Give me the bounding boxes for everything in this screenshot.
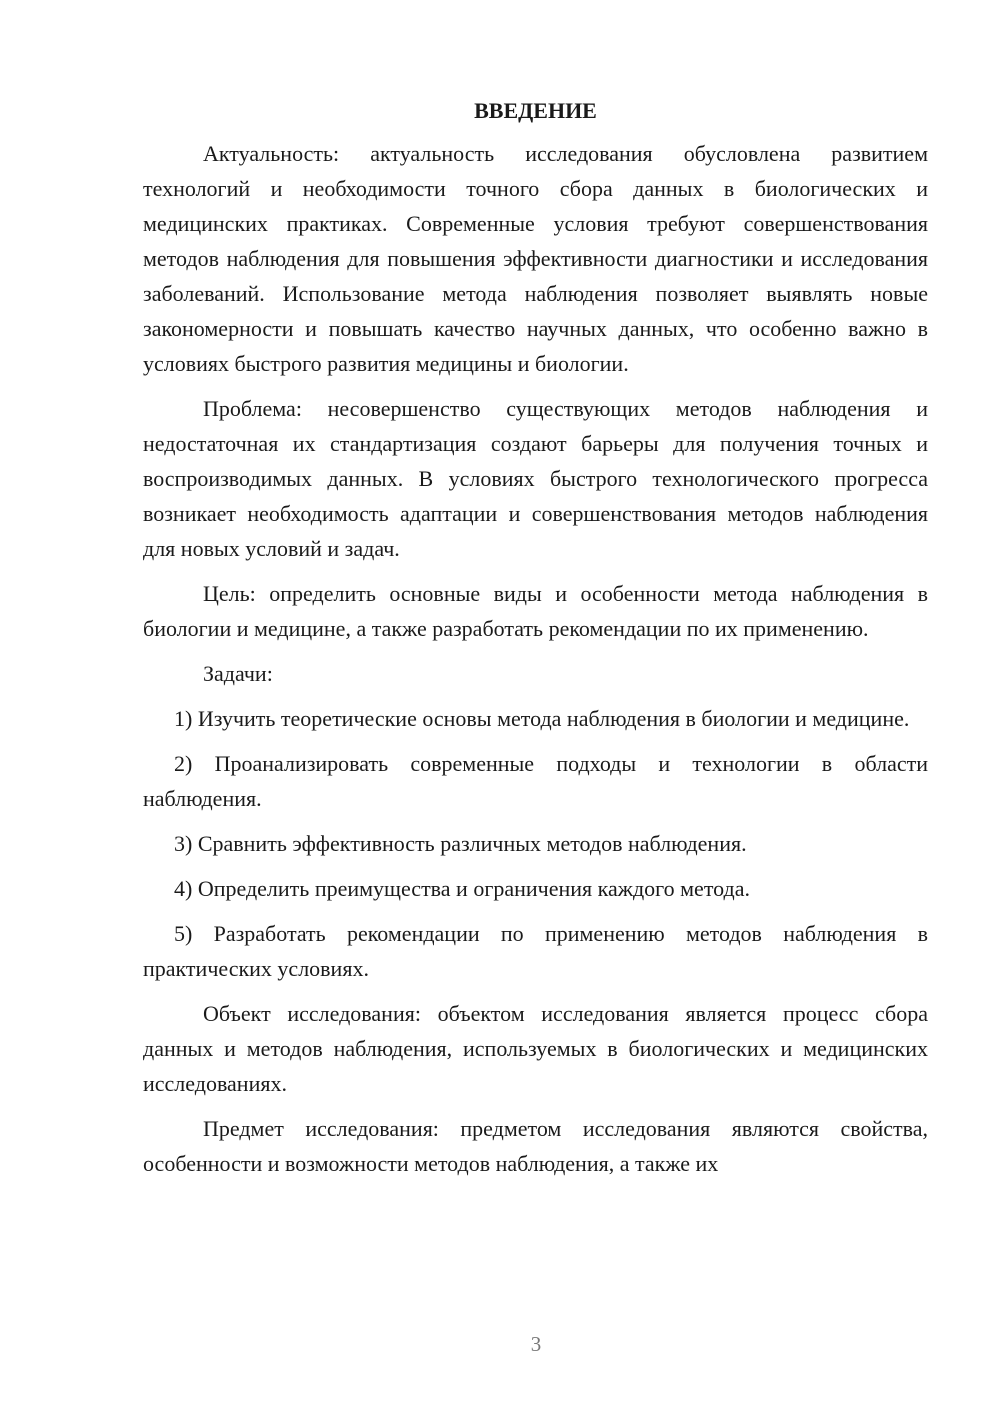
task-item: 4) Определить преимущества и ограничения каждого метода. (174, 876, 750, 901)
task-item: 5) Разработать рекомендации по применению методов наблюдения в практических условиях. (143, 921, 928, 981)
section-heading: ВВЕДЕНИЕ (474, 98, 597, 123)
subject-paragraph: Предмет исследования: предметом исследования являются свойства, особенности и возможности методов наблюдения, а также их (143, 1116, 928, 1176)
document-page (143, 96, 928, 1181)
tasks-label: Задачи: (203, 661, 273, 686)
goal-paragraph: Цель: определить основные виды и особенности метода наблюдения в биологии и медицине, а также разработать рекомендации по их применению. (143, 581, 928, 641)
task-item: 3) Сравнить эффективность различных методов наблюдения. (174, 831, 747, 856)
problem-paragraph: Проблема: несовершенство существующих методов наблюдения и недостаточная их стандартизация создают барьеры для получения точных и воспроизводимых данных. В условиях быстрого технологического прогресса возникает необходимость адаптации и совершенствования методов наблюдения для новых условий и задач. (143, 396, 928, 561)
page-number: 3 (530, 1332, 542, 1356)
object-paragraph: Объект исследования: объектом исследования является процесс сбора данных и методов наблюдения, используемых в биологических и медицинских исследованиях. (143, 1001, 928, 1096)
task-item: 2) Проанализировать современные подходы и технологии в области наблюдения. (143, 751, 928, 811)
task-item: 1) Изучить теоретические основы метода наблюдения в биологии и медицине. (174, 706, 910, 731)
relevance-paragraph: Актуальность: актуальность исследования обусловлена развитием технологий и необходимости точного сбора данных в биологических и медицинских практиках. Современные условия требуют совершенствования методов наблюдения для повышения эффективности диагностики и исследования заболеваний. Использование метода наблюдения позволяет выявлять новые закономерности и повышать качество научных данных, что особенно важно в условиях быстрого развития медицины и биологии. (143, 141, 928, 376)
